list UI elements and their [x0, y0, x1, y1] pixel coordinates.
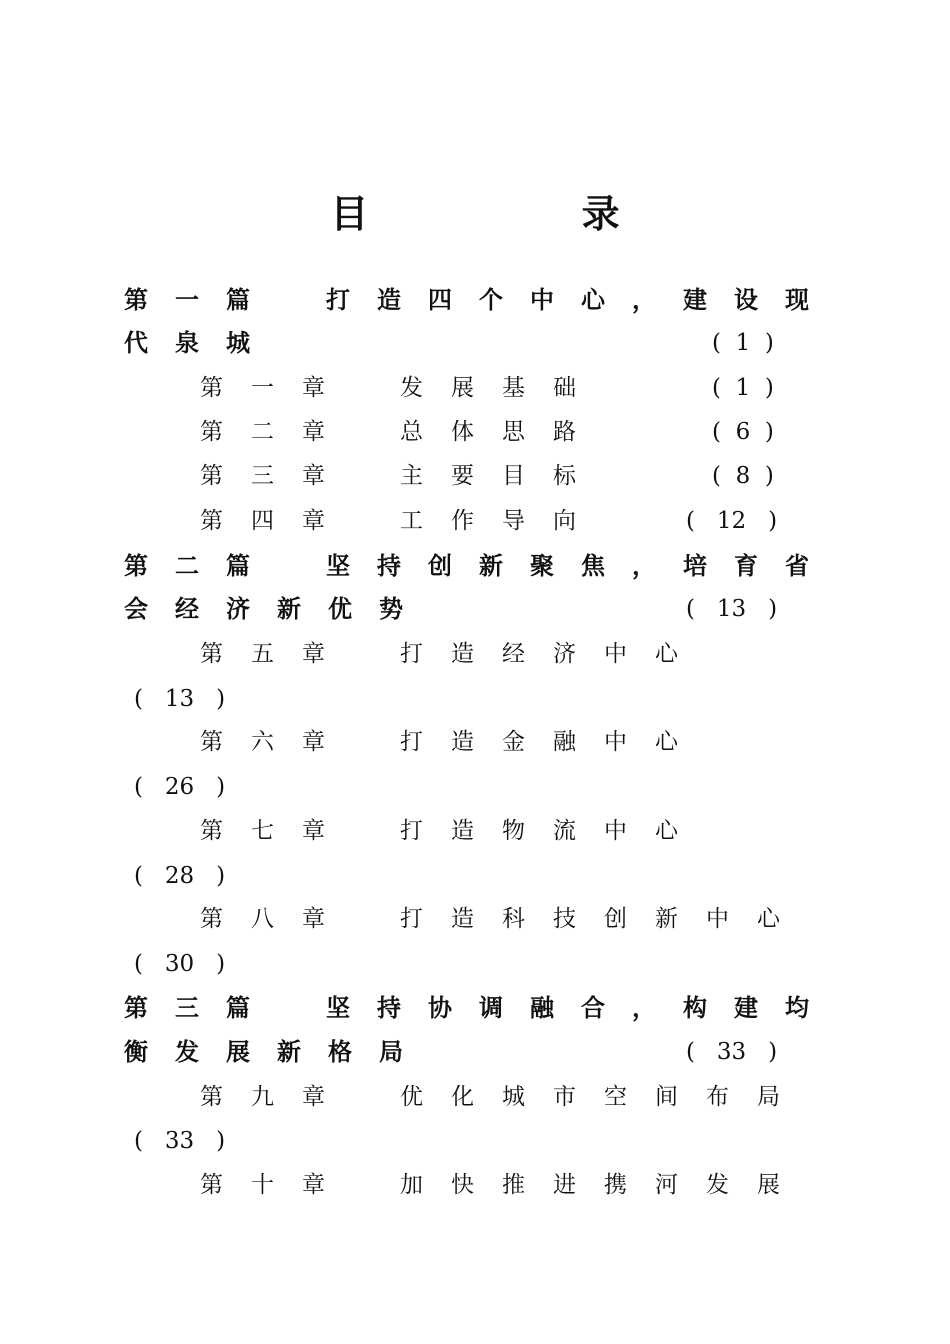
chapter-5-label: 第五章 — [200, 641, 353, 667]
part-3-title: 坚持协调融合，构建均 — [326, 994, 836, 1022]
chapter-7-label: 第七章 — [200, 818, 353, 844]
chapter-10-title: 加快推进携河发展 — [400, 1172, 808, 1198]
page-title: 目 录 — [330, 192, 720, 236]
chapter-1-label: 第一章 — [200, 375, 353, 401]
chapter-7-title: 打造物流中心 — [400, 818, 706, 844]
chapter-2-page: ( 6 ) — [712, 419, 774, 445]
part-3-label: 第三篇 — [124, 994, 277, 1022]
part-3-page: ( 33 ) — [686, 1039, 778, 1065]
part-3-title-cont: 衡发展新格局 — [124, 1038, 430, 1066]
chapter-4-title: 工作导向 — [400, 508, 604, 534]
chapter-5-title: 打造经济中心 — [400, 641, 706, 667]
part-1-title: 打造四个中心，建设现 — [326, 286, 836, 314]
chapter-8-title: 打造科技创新中心 — [400, 906, 808, 932]
chapter-9-title: 优化城市空间布局 — [400, 1084, 808, 1110]
chapter-7-page: ( 28 ) — [134, 863, 226, 889]
part-2-title-cont: 会经济新优势 — [124, 595, 430, 623]
part-1-page: ( 1 ) — [712, 330, 774, 356]
chapter-5-page: ( 13 ) — [134, 686, 226, 712]
chapter-8-page: ( 30 ) — [134, 951, 226, 977]
part-1-title-cont: 代泉城 — [124, 329, 277, 357]
chapter-6-page: ( 26 ) — [134, 774, 226, 800]
chapter-2-label: 第二章 — [200, 419, 353, 445]
part-2-title: 坚持创新聚焦，培育省 — [326, 552, 836, 580]
chapter-8-label: 第八章 — [200, 906, 353, 932]
chapter-1-page: ( 1 ) — [712, 375, 774, 401]
part-1-label: 第一篇 — [124, 286, 277, 314]
chapter-6-title: 打造金融中心 — [400, 729, 706, 755]
chapter-3-page: ( 8 ) — [712, 463, 774, 489]
chapter-6-label: 第六章 — [200, 729, 353, 755]
chapter-1-title: 发展基础 — [400, 375, 604, 401]
part-2-label: 第二篇 — [124, 552, 277, 580]
chapter-3-label: 第三章 — [200, 463, 353, 489]
chapter-4-page: ( 12 ) — [686, 508, 778, 534]
chapter-3-title: 主要目标 — [400, 463, 604, 489]
chapter-10-label: 第十章 — [200, 1172, 353, 1198]
part-2-page: ( 13 ) — [686, 596, 778, 622]
chapter-9-label: 第九章 — [200, 1084, 353, 1110]
chapter-9-page: ( 33 ) — [134, 1128, 226, 1154]
chapter-2-title: 总体思路 — [400, 419, 604, 445]
chapter-4-label: 第四章 — [200, 508, 353, 534]
